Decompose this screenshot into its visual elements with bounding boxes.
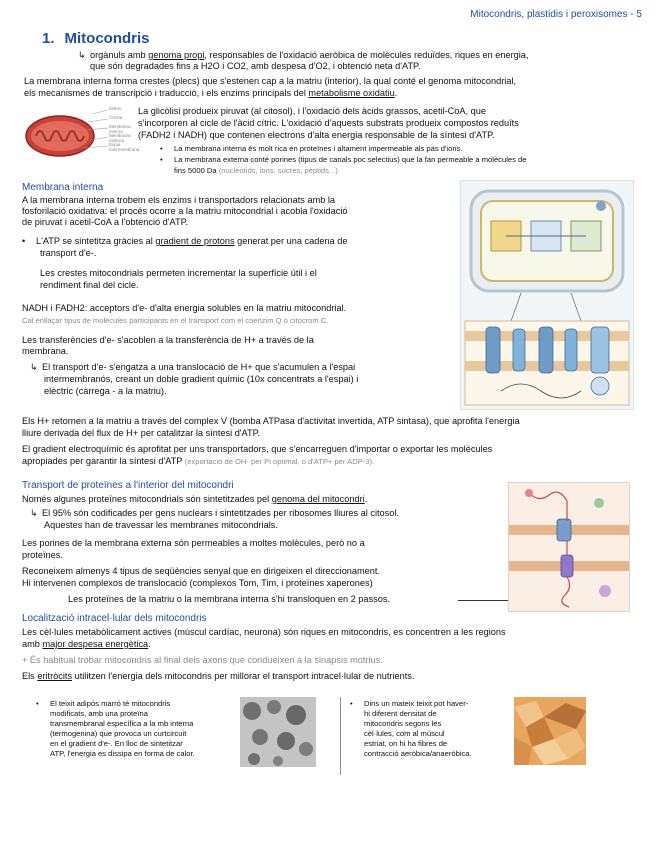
- h-return-line-1: Els H+ retornen a la matriu a través del complex V (bomba ATPasa d'activitat invertida, ATP sintasa), que aprofita l'energia: [22, 416, 520, 426]
- muscle-micrograph: [514, 697, 586, 765]
- transport-line-3: elèctric (càrrega - a la matriu).: [44, 386, 167, 396]
- protein-import-diagram: [509, 483, 629, 611]
- localization-l2: amb major despesa energètica.: [22, 639, 151, 649]
- note-right-line-6: contracció aeròbica/anaeròbica.: [364, 749, 472, 758]
- micrograph-image: [240, 697, 316, 767]
- nadh-line: NADH i FADH2: acceptors d'e- d'alta energia solubles en la matriu mitocondrial.: [22, 303, 347, 313]
- protein-transport-l3: Aquestes han de travessar les membranes mitocondrials.: [44, 520, 278, 530]
- return-arrow-icon: ↳: [30, 362, 38, 372]
- return-arrow-icon: ↳: [78, 50, 86, 60]
- page-title: [42, 30, 150, 47]
- localization-l1: Les cèl·lules metabòlicament actives (múscul cardíac, neurona) són riques en mitocondris, es concentren a les regions: [22, 627, 506, 637]
- inner-membrane-heading: Membrana interna: [22, 182, 104, 193]
- electron-transport-diagram: [461, 181, 633, 409]
- muscle-image: [514, 697, 586, 765]
- protein-transport-l2: ↳ El 95% són codificades per gens nuclears i sintetitzades per ribosomes lliures al citosol.: [30, 508, 399, 518]
- transport-line-1: ↳ El transport d'e- s'engatza a una translocació de H+ que s'acumulen a l'espai: [30, 362, 356, 372]
- section-title: Mitocondris: [64, 30, 150, 47]
- mitochondrion-figure: [22, 100, 140, 160]
- protein-transport-l4: Les porines de la membrana externa són permeables a moltes molècules, però no a: [22, 538, 365, 548]
- note-right-line-2: hi diferent densitat de: [364, 709, 437, 718]
- crest-text-2: rendiment final del cicle.: [40, 280, 139, 290]
- transfer-line-2: membrana.: [22, 346, 69, 356]
- transfer-line-1: Les transferències d'e- s'acoblen a la transferència de H+ a través de la: [22, 335, 314, 345]
- figure-label-crest: Cresta: [109, 115, 123, 120]
- gradient-line-2: apropiades per garantir la síntesi d'ATP (exportació de OH- per Pi optimal, o d'ATP+ per ADP-3).: [22, 456, 375, 466]
- note-right-line-4: cèl·lules, com al múscul: [364, 729, 445, 738]
- figure-label-outer-membrane: Membrana externa: [109, 133, 131, 143]
- pointer-line: [458, 600, 508, 601]
- note-left-line-5: en el gradient d'e-. En lloc de sintetitzar: [50, 739, 183, 748]
- protein-transport-l8: Les proteïnes de la matriu o la membrana interna s'hi transloquen en 2 passos.: [68, 594, 390, 604]
- glycolysis-line-3: (FADH2 i NADH) que contenen electrons d'alta energia responsable de la síntesi d'ATP.: [138, 130, 495, 140]
- protein-transport-l5: proteïnes.: [22, 550, 63, 560]
- glycolysis-bullet-2: • La membrana externa conté porines (tipus de canals poc selectius) que la fan permeable a molècules de: [160, 155, 527, 164]
- transport-line-2: intermembranós, creant un doble gradient químic (10x concentrats a l'espai) i: [44, 374, 359, 384]
- protein-import-figure: [508, 482, 630, 612]
- inner-membrane-p3: de piruvat i acetil-CoA a l'obtenció d'ATP.: [22, 217, 189, 227]
- note-left-line-2: modificats, amb una proteïna: [50, 709, 148, 718]
- note-left-line-1: • El teixit adipós marró té mitocondris: [36, 699, 171, 708]
- atp-bullet-cont: transport d'e-.: [40, 248, 97, 258]
- running-header: Mitocondris, plastidis i peroxisomes - 5: [470, 9, 642, 20]
- note-right-line-3: mitocondris segons les: [364, 719, 442, 728]
- inner-membrane-p1: A la membrana interna trobem els enzims i transportadors relacionats amb la: [22, 195, 336, 205]
- nadh-subline: Cal enllaçar tipus de molècules participants en el transport com el coenzim Q o citocrom C.: [22, 316, 329, 325]
- section-number: 1.: [42, 30, 55, 47]
- localization-l4: Els eritròcits utilitzen l'energia dels mitocondris per millorar el transport intracel·lular de nutrients.: [22, 671, 415, 681]
- crest-text-1: Les crestes mitocondrials permeten incrementar la superfície útil i el: [40, 268, 317, 278]
- protein-transport-l1: Només algunes proteïnes mitocondrials són sintetitzades pel genoma del mitocondri.: [22, 494, 368, 504]
- intro-line-1: ↳ orgànuls amb genoma propi, responsables de l'oxidació aeròbica de molècules reduïdes, riques en energia,: [78, 50, 529, 60]
- glycolysis-bullet-1: • La membrana interna és molt rica en proteïnes i altament impermeable als pas d'ions.: [160, 144, 463, 153]
- glycolysis-line-1: La glicòlisi produeix piruvat (al citosol), i l'oxidació dels àcids grassos, acetil-CoA, que: [138, 106, 486, 116]
- note-right-line-1: • Dins un mateix teixit pot haver-: [350, 699, 469, 708]
- localization-l3: + És habitual trobar mitocondris al final dels àxons que condueixen a la sinapsis motrius.: [22, 655, 383, 665]
- note-right: [350, 699, 510, 759]
- figure-label-inner-membrane: Membrana interna: [109, 124, 131, 134]
- figure-label-matrix: Matriu: [109, 106, 122, 111]
- protein-transport-l6: Reconeixem almenys 4 tipus de seqüències senyal que en dirigeixen el direccionament.: [22, 566, 381, 576]
- return-arrow-icon: ↳: [30, 508, 38, 518]
- figure-label-intermembrane: Espai intermembrana: [109, 142, 140, 152]
- note-left-line-3: transmembranal específica a la mb interna: [50, 719, 194, 728]
- intro-line-2: que són degradades fins a H2O i CO2, amb despesa d'O2, i obtenció neta d'ATP.: [90, 61, 421, 71]
- glycolysis-line-2: s'incorporen al cicle de l'àcid cítric. L'oxidació d'aquests substrats produeix compostos reduïts: [138, 118, 519, 128]
- matrix-line-1: La membrana interna forma crestes (plecs) que s'estenen cap a la matriu (interior), la qual conté el genoma mitocondrial,: [24, 76, 516, 86]
- note-left-line-6: ATP, l'energia es dissipa en forma de calor.: [50, 749, 195, 758]
- inner-membrane-p2: fosforilació oxidativa: el procés ocorre a la matriu mitocondrial i acobla l'oxidació: [22, 206, 348, 216]
- note-left-line-4: (termogenina) que provoca un curtcircuit: [50, 729, 187, 738]
- localization-heading: Localització intracel·lular dels mitocondris: [22, 613, 207, 624]
- gradient-line-1: El gradient electroquímic és aprofitat per uns transportadors, que s'encarreguen d'importar o exportar les molècules: [22, 444, 493, 454]
- brown-fat-micrograph: [240, 697, 316, 767]
- glycolysis-bullet-2-cont: fins 5000 Da (nucleòtids, ions, sucres, pèptids...).: [174, 166, 340, 175]
- matrix-line-2: els mecanismes de transcripció i traducció, i els enzims principals del metabolisme oxidatiu.: [24, 88, 398, 98]
- note-right-line-5: estriat, on hi ha fibres de: [364, 739, 448, 748]
- column-divider: [340, 697, 341, 775]
- protein-transport-heading: Transport de proteïnes a l'interior del mitocondri: [22, 480, 234, 491]
- atp-bullet: • L'ATP se sintetitza gràcies al gradient de protons generat per una cadena de: [22, 236, 348, 246]
- protein-transport-l7: Hi intervenen complexos de translocació (complexos Tom, Tim, i proteïnes xaperones): [22, 578, 373, 588]
- note-left: [36, 699, 236, 759]
- h-return-line-2: lliure derivada del flux de H+ per catalitzar la síntesi d'ATP.: [22, 428, 261, 438]
- electron-transport-figure: [460, 180, 634, 410]
